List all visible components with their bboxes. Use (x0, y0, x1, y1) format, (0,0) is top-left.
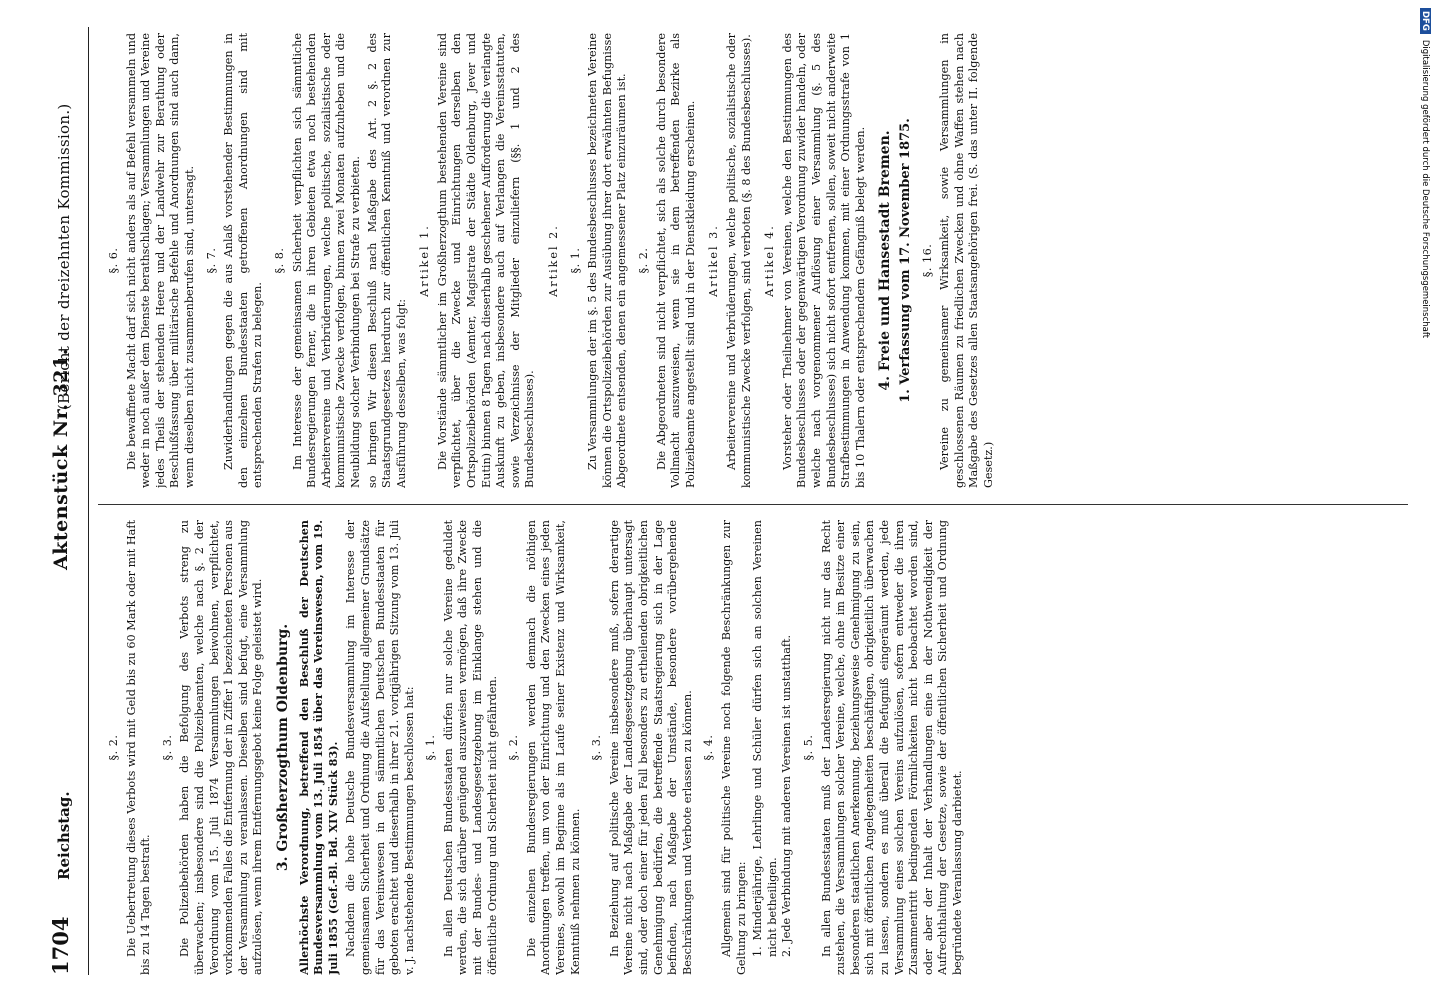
paragraph: In allen Bundesstaaten muß der Landesregierung nicht nur das Recht zustehen, die Versammlungen solcher Vereine, welche, ohne im Besitze einer besonderen staatlichen Anerkennung, beziehungsweise Genehmigung zu sein, sich mit öffentlichen Angelegenheiten beschäftigen, obrigkeitlich überwachen zu lassen, sondern es muß überall die Befugniß eingeräumt werden, jede Versammlung eines solchen Vereins aufzulösen, sofern entweder die ihren Zusammentritt bedingenden Förmlichkeiten nicht beobachtet worden sind, oder aber der Inhalt der Verhandlungen eine in der Nothwendigkeit der Aufrechthaltung der Gesetze, sowie der öffentlichen Sicherheit und Ordnung begründete Veranlassung darbietet. (819, 520, 964, 975)
paragraph: Im Interesse der gemeinsamen Sicherheit verpflichten sich sämmtliche Bundesregierungen ferner, die in ihren Gebieten etwa noch bestehenden Arbeitervereine und Verbrüderungen, welche politische, sozialistische oder kommunistische Zwecke verfolgen, binnen zwei Monaten aufzuheben und die Neubildung solcher Verbindungen bei Strafe zu verbieten. (290, 33, 362, 488)
section-title: §. 2. (637, 247, 650, 274)
column-divider (98, 504, 1408, 505)
paragraph: Vereine zu gemeinsamer Wirksamkeit, sowie Versammlungen in geschlossenen Räumen zu friedlichen Zwecken und ohne Waffen stehen nach Maßgabe des Gesetzes allen Staatsangehörigen frei. (S. das unter II. folgende Gesetz.) (938, 33, 995, 488)
header-document-number: Aktenstück Nr. 321. (50, 348, 72, 570)
rotated-document-page (48, 27, 1418, 975)
section-title: §. 8. (272, 247, 286, 274)
section-title: §. 5. (801, 734, 815, 761)
paragraph: Zuwiderhandlungen gegen die aus Anlaß vorstehender Bestimmungen in den einzelnen Bundesstaaten getroffenen Anordnungen sind mit entsprechenden Strafen zu belegen. (222, 33, 265, 488)
state-heading-oldenburg: 3. Großherzogthum Oldenburg. (274, 623, 291, 872)
paragraph: Vorsteher oder Theilnehmer von Vereinen, welche den Bestimmungen des Bundesbeschlusses oder der gegenwärtigen Verordnung zuwider handeln, oder welche nach vorgenommener Auflösung einer Versammlung (§. 5 des Bundesbeschlusses) sich nicht sofort entfernen, sollen, soweit nicht anderweite Strafbestimmungen in Anwendung kommen, mit einer Ordnungsstrafe von 1 bis 10 Thalern oder entsprechendem Gefängniß belegt werden. (780, 33, 867, 488)
digitization-credit (1420, 8, 1434, 992)
state-heading-bremen: 4. Freie und Hansestadt Bremen. (877, 130, 894, 391)
article-title: Artikel 4. (763, 224, 777, 297)
section-title: §. 1. (424, 734, 438, 761)
section-title: §. 2. (107, 734, 120, 761)
dfg-logo: DFG (1420, 8, 1431, 34)
decree-title: Allerhöchste Verordnung, betreffend den Beschluß der Deutschen Bundesversammlung vom 13. Juli 1854 über das Vereinswesen, vom 19. Juli 1855 (Gef.-Bl. Bd. XIV Stück 83). (296, 520, 340, 975)
section-title: §. 3. (160, 734, 174, 761)
header-right-title: (Bericht der dreizehnten Kommission.) (55, 103, 73, 410)
section-title: §. 2. (507, 734, 521, 761)
paragraph: Allgemein sind für politische Vereine noch folgende Beschränkungen zur Geltung zu bringen: (719, 520, 748, 975)
left-column (100, 520, 1400, 975)
section-title: §. 7. (204, 247, 218, 274)
article-title: Artikel 1. (418, 224, 432, 297)
page-number: 1704 (48, 916, 73, 975)
section-title: §. 4. (702, 734, 716, 761)
credit-text: Digitalisierung gefördert durch die Deutsche Forschungsgemeinschaft (1420, 39, 1430, 339)
header-left-title: Reichstag. (55, 791, 73, 880)
page-header (48, 27, 89, 975)
article-title: Artikel 3. (707, 224, 721, 297)
paragraph: In Beziehung auf politische Vereine insbesondere muß, sofern derartige Vereine nicht nach Maßgabe der Landesgesetzgebung überhaupt untersagt sind, oder doch einer für jeden Fall besonders zu ertheilenden obrigkeitlichen Genehmigung bedürfen, die betreffende Staatsregierung sich in der Lage befinden, nach Maßgabe der Umstände, besondere vorübergehende Beschränkungen und Verbote erlassen zu können. (607, 520, 694, 975)
paragraph: Die einzelnen Bundesregierungen werden demnach die nöthigen Anordnungen treffen, um von der Einrichtung und den Zwecken eines jeden Vereines, sowohl im Beginne als im Laufe seiner Existenz und Wirksamkeit, Kenntniß nehmen zu können. (524, 520, 582, 975)
paragraph: Die bewaffnete Macht darf sich nicht anders als auf Befehl versammeln und weder in noch außer dem Dienste berathschlagen; Versammlungen und Vereine jedes Theils der stehenden Heere und der Landwehr zur Berathung oder Beschlußfassung über militärische Befehle und Anordnungen sind auch dann, wenn dieselben nicht zusammenberufen sind, untersagt. (124, 33, 196, 488)
paragraph: In allen Deutschen Bundesstaaten dürfen nur solche Vereine geduldet werden, die sich darüber genügend auszuweisen vermögen, daß ihre Zwecke mit der Bundes- und Landesgesetzgebung im Einklange stehen und die öffentliche Ordnung und Sicherheit nicht gefährden. (441, 520, 499, 975)
article-title: Artikel 2. (547, 224, 561, 297)
paragraph: Die Polizeibehörden haben die Befolgung des Verbots streng zu überwachen; insbesondere sind die Polizeibeamten, welche nach §. 2 der Verordnung vom 15. Juli 1874 Versammlungen beiwohnen, verpflichtet, vorkommenden Falles die Entfernung der in Ziffer 1 bezeichneten Personen aus der Versammlung zu veranlassen. Dieselben sind befugt, eine Versammlung aufzulösen, wenn ihrem Entfernungsgebot keine Folge geleistet wird. (178, 520, 265, 975)
paragraph: so bringen Wir diesen Beschluß nach Maßgabe des Art. 2 §. 2 des Staatsgrundgesetzes hierdurch zur öffentlichen Kenntniß und verordnen zur Ausführung desselben, was folgt: (365, 33, 408, 488)
section-title: §. 1. (568, 247, 582, 274)
section-title: §. 6. (107, 247, 120, 274)
paragraph: Die Vorstände sämmtlicher im Großherzogthum bestehenden Vereine sind verpflichtet, über die Zwecke und Einrichtungen derselben den Ortspolizeibehörden (Aemter, Magistrate der Städte Oldenburg, Jever und Eutin) binnen 8 Tagen nach dieserhalb geschehener Aufforderung die verlangte Auskunft zu geben, insbesondere auch auf Verlangen die Vereinsstatuten, sowie Verzeichnisse der Mitglieder einzuliefern (§§. 1 und 2 des Bundesbeschlusses). (435, 33, 537, 488)
paragraph: Zu Versammlungen der im §. 5 des Bundesbeschlusses bezeichneten Vereine können die Ortspolizeibehörden zur Ausübung ihrer dort erwähnten Befugnisse Abgeordnete entsenden, denen ein angemessener Platz einzuräumen ist. (586, 33, 629, 488)
list-item: 1. Minderjährige, Lehrlinge und Schüler dürfen sich an solchen Vereinen nicht betheiligen. (751, 520, 779, 957)
paragraph: Nachdem die hohe Deutsche Bundesversammlung im Interesse der gemeinsamen Sicherheit und Ordnung die Aufstellung allgemeiner Grundsätze für das Vereinswesen in den sämmtlichen Deutschen Bundesstaaten für geboten erachtet und dieserhalb in ihrer 21. vorigjährigen Sitzung vom 13. Juli v. J. nachstehende Bestimmungen beschlossen hat: (344, 520, 416, 975)
section-title: §. 3. (590, 734, 604, 761)
paragraph: Die Uebertretung dieses Verbots wird mit Geld bis zu 60 Mark oder mit Haft bis zu 14 Tagen bestraft. (124, 520, 153, 975)
list-item: 2. Jede Verbindung mit anderen Vereinen ist unstatthaft. (780, 634, 794, 957)
paragraph: Arbeitervereine und Verbrüderungen, welche politische, sozialistische oder kommunistische Zwecke verfolgen, sind verboten (§. 8 des Bundesbeschlusses). (724, 33, 753, 488)
subheading-constitution: 1. Verfassung vom 17. November 1875. (897, 118, 913, 403)
right-column (100, 33, 1400, 488)
paragraph: Die Abgeordneten sind nicht verpflichtet, sich als solche durch besondere Vollmacht auszuweisen, wenn sie in dem betreffenden Bezirke als Polizeibeamte angestellt sind und in der Dienstkleidung erscheinen. (654, 33, 697, 488)
section-title: §. 16. (920, 243, 934, 278)
